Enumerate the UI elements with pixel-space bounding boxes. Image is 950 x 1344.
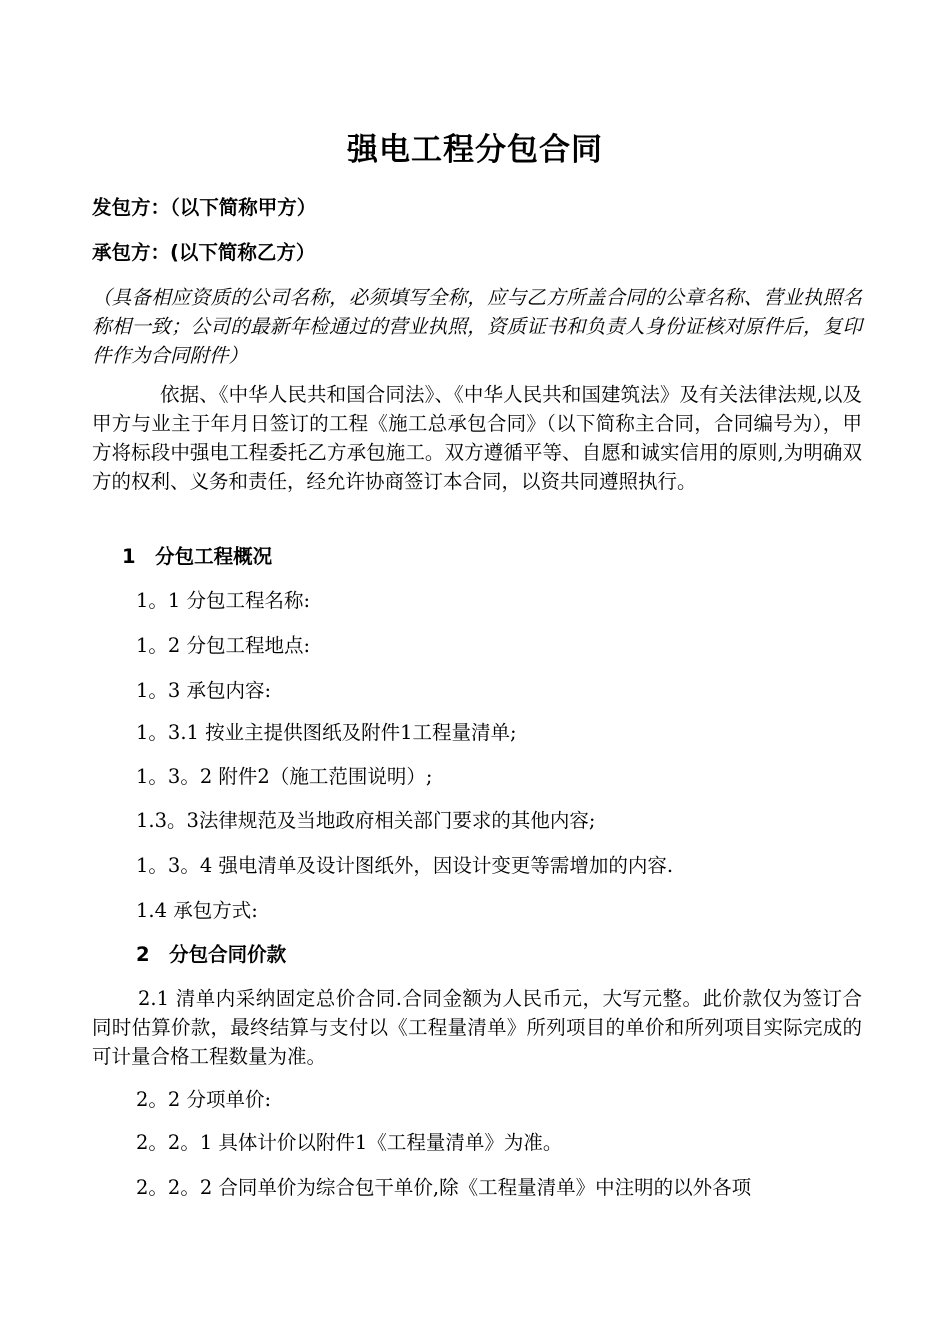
- section-2-heading: 2 分包合同价款: [136, 943, 287, 966]
- document-title: 强电工程分包合同: [347, 132, 603, 168]
- clause-1-3-4: 1。3。4 强电清单及设计图纸外，因设计变更等需增加的内容.: [136, 854, 674, 877]
- clause-2-2-1: 2。2。1 具体计价以附件1《工程量清单》为准。: [136, 1131, 563, 1154]
- section-1-heading: 1 分包工程概况: [122, 545, 273, 568]
- party-b-line: 承包方：(以下简称乙方）: [92, 241, 316, 264]
- clause-2-2-2: 2。2。2 合同单价为综合包干单价,除《工程量清单》中注明的以外各项: [136, 1176, 752, 1199]
- clause-1-3-3: 1.3。3法律规范及当地政府相关部门要求的其他内容;: [136, 809, 596, 832]
- clause-1-3: 1。3 承包内容:: [136, 679, 272, 702]
- clause-1-1: 1。1 分包工程名称:: [136, 589, 311, 612]
- clause-1-3-1: 1。3.1 按业主提供图纸及附件1工程量清单;: [136, 721, 517, 744]
- qualification-note: （具备相应资质的公司名称，必须填写全称，应与乙方所盖合同的公章名称、营业执照名称相一致；公司的最新年检通过的营业执照，资质证书和负责人身份证核对原件后，复印件作为合同附件）: [92, 286, 862, 367]
- clause-1-2: 1。2 分包工程地点:: [136, 634, 311, 657]
- clause-1-4: 1.4 承包方式:: [136, 899, 258, 922]
- party-a-line: 发包方：（以下简称甲方）: [92, 196, 317, 219]
- clause-2-1: 2.1 清单内采纳固定总价合同.合同金额为人民币元，大写元整。此价款仅为签订合同时估算价款，最终结算与支付以《工程量清单》所列项目的单价和所列项目实际完成的可计量合格工程数量为准。: [92, 987, 862, 1068]
- clause-2-2: 2。2 分项单价:: [136, 1088, 272, 1111]
- clause-1-3-2: 1。3。2 附件2（施工范围说明）;: [136, 765, 433, 788]
- intro-paragraph: 依据、《中华人民共和国合同法》、《中华人民共和国建筑法》及有关法律法规,以及甲方与业主于年月日签订的工程《施工总承包合同》（以下简称主合同，合同编号为），甲方将标段中强电工程委托乙方承包施工。双方遵循平等、自愿和诚实信用的原则,为明确双方的权利、义务和责任，经允许协商签订本合同，以资共同遵照执行。: [92, 383, 862, 493]
